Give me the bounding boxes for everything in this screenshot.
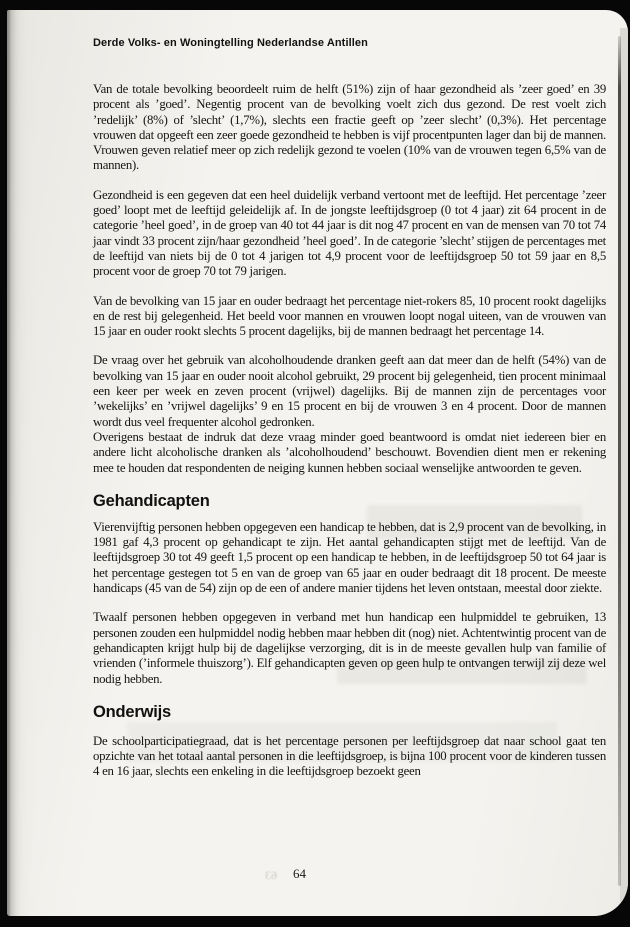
paragraph-handicap-stats: Vierenvijftig personen hebben opgegeven een handicap te hebben, dat is 2,9 procent van de bevolking, in 1981 gaf 4,3 procent op gehandicapt te zijn. Het aantal gehandicapten stijgt met de leeftijd. Van de leeftijdsgroep 30 tot 49 geeft 1,5 procent op een handicap te hebben, in de leeftijdsgroep 50 tot 64 jaar is het percentage gestegen tot 5 en van de groep van 65 jaar en ouder bedraagt dit 18 procent. De meeste handicaps (45 van de 54) zijn op de een of andere manier tijdens het leven ontstaan, meestal door ziekte. <box>93 519 606 596</box>
paragraph-handicap-aids: Twaalf personen hebben opgegeven in verband met hun handicap een hulpmiddel te gebruiken, 13 personen zouden een hulpmiddel nodig hebben maar hebben dit (nog) niet. Achtentwintig procent van de gehandicapten krijgt hulp bij de dagelijkse verzorging, dit is in de meeste gevallen hulp van familie of vrienden (’informele thuiszorg’). Elf gehandicapten geven op geen hulp te ontvangen terwijl zij deze wel nodig hebben. <box>93 610 606 686</box>
adjacent-page-edge <box>620 28 628 902</box>
paragraph-health-age: Gezondheid is een gegeven dat een heel duidelijk verband vertoont met de leeftijd. Het percentage ’zeer goed’ loopt met de leeftijd geleidelijk af. In de jongste leeftijdsgroep (0 tot 4 jaar) zit 64 procent in de categorie ’heel goed’, in de groep van 40 tot 44 jaar is dit nog 47 procent en van de mensen van 70 tot 74 jaar vindt 33 procent zijn/haar gezondheid ’heel goed’. In de categorie ’slecht’ stijgen de percentages met de leeftijd van niets bij de 0 tot 4 jarigen tot 4,9 procent voor de leeftijdsgroep 50 tot 59 jaar en 8,5 procent voor de groep 70 tot 79 jarigen. <box>93 187 606 279</box>
paragraph-alcohol-part1: De vraag over het gebruik van alcoholhoudende dranken geeft aan dat meer dan de helft (54%) van de bevolking van 15 jaar en ouder nooit alcohol gebruikt, 29 procent bij gelegenheid, tien procent minimaal een keer per week en zeven procent (vrijwel) dagelijks. Bij de mannen zijn de percentages voor ’wekelijks’ en ’vrijwel dagelijks’ 9 en 15 procent en bij de vrouwen 3 en 4 procent. Door de mannen wordt dus veel frequenter alcohol gedronken. <box>93 353 606 429</box>
running-header: Derde Volks- en Woningtelling Nederlandse Antillen <box>93 37 368 49</box>
bleed-through-page-number: 63 <box>265 868 277 882</box>
paragraph-smoking: Van de bevolking van 15 jaar en ouder bedraagt het percentage niet-rokers 85, 10 procent rookt dagelijks en de rest bij gelegenheid. Het beeld voor mannen en vrouwen loopt nogal uiteen, van de vrouwen van 15 jaar en ouder rookt slechts 5 procent dagelijks, bij de mannen bedraagt het percentage 14. <box>93 293 606 339</box>
page-number: 64 <box>293 866 306 881</box>
heading-onderwijs: Onderwijs <box>93 702 171 721</box>
heading-gehandicapten: Gehandicapten <box>93 491 210 510</box>
paragraph-alcohol-part2: Overigens bestaat de indruk dat deze vraag minder goed beantwoord is omdat niet iedereen bier en andere licht alcoholische dranken als ’alcoholhoudend’ beschouwt. Bovendien dient men er rekening mee te houden dat respondenten de neiging kunnen hebben sociaal wenselijke antwoorden te geven. <box>93 429 606 475</box>
binding-crease <box>7 10 37 916</box>
paper-sheet <box>7 10 628 916</box>
page-edge-line <box>618 36 621 886</box>
paragraph-health-overview: Van de totale bevolking beoordeelt ruim de helft (51%) zijn of haar gezondheid als ’zeer goed’ en 39 procent als ’goed’. Negentig procent van de bevolking voelt zich dus gezond. De rest voelt zich ’redelijk’ (8%) of ’slecht’ (1,7%), slechts een fractie geeft op ’zeer slecht’ (0,3%). Het percentage vrouwen dat opgeeft een zeer goede gezondheid te hebben is vijf procentpunten lager dan bij de mannen. Vrouwen geven relatief meer op zich redelijk gezond te voelen (10% van de vrouwen tegen 6,5% van de mannen). <box>93 82 606 173</box>
text-column <box>93 36 606 780</box>
paragraph-alcohol <box>93 353 606 475</box>
paragraph-school-participation: De schoolparticipatiegraad, dat is het percentage personen per leeftijdsgroep dat naar school gaat ten opzichte van het totaal aantal personen in die leeftijdsgroep, is bijna 100 procent voor de kinderen tussen 4 en 16 jaar, slechts een enkeling in die leeftijdsgroep bezoekt geen <box>93 733 606 779</box>
